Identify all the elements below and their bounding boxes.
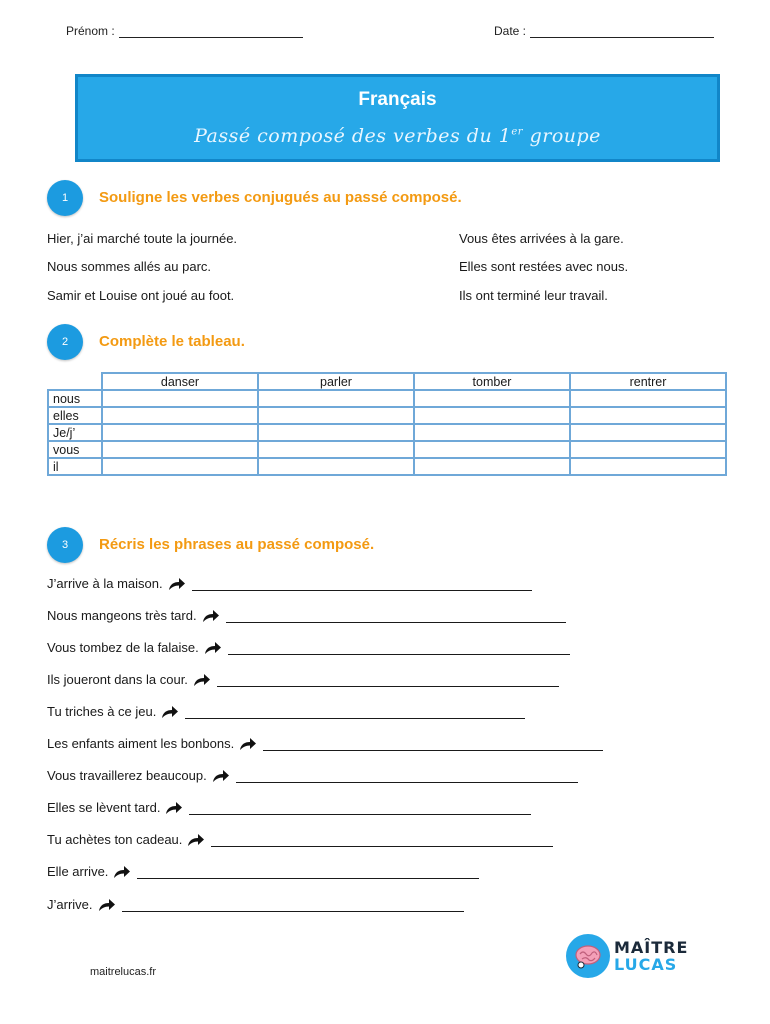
maitre-lucas-logo xyxy=(566,934,688,978)
rewrite-row xyxy=(47,640,570,655)
answer-cell[interactable] xyxy=(414,390,570,407)
table-row xyxy=(48,390,726,407)
arrow-icon xyxy=(204,641,222,655)
section-1-title: Souligne les verbes conjugués au passé composé. xyxy=(99,189,462,206)
arrow-icon xyxy=(165,801,183,815)
answer-cell[interactable] xyxy=(258,407,414,424)
prenom-input-line[interactable] xyxy=(119,25,303,38)
brain-icon xyxy=(566,934,610,978)
answer-cell[interactable] xyxy=(102,458,258,475)
answer-cell[interactable] xyxy=(414,407,570,424)
prenom-label: Prénom : xyxy=(66,24,115,38)
answer-line[interactable] xyxy=(122,901,464,912)
sentence-left-1: Hier, j’ai marché toute la journée. xyxy=(47,231,238,246)
arrow-icon xyxy=(193,673,211,687)
rewrite-row xyxy=(47,768,578,783)
table-row xyxy=(48,424,726,441)
rewrite-sentence: Les enfants aiment les bonbons. xyxy=(47,736,235,751)
answer-cell[interactable] xyxy=(414,441,570,458)
verb-header: rentrer xyxy=(570,373,726,390)
logo-text xyxy=(614,939,688,973)
conjugation-table xyxy=(47,372,727,476)
answer-cell[interactable] xyxy=(258,424,414,441)
answer-cell[interactable] xyxy=(102,407,258,424)
rewrite-sentence: Ils joueront dans la cour. xyxy=(47,672,188,687)
arrow-icon xyxy=(113,865,131,879)
answer-line[interactable] xyxy=(137,868,479,879)
answer-cell[interactable] xyxy=(102,390,258,407)
rewrite-row xyxy=(47,736,603,751)
pronoun-cell: Je/j’ xyxy=(48,424,102,441)
answer-cell[interactable] xyxy=(258,458,414,475)
answer-cell[interactable] xyxy=(258,441,414,458)
title-banner xyxy=(75,74,720,162)
rewrite-row xyxy=(47,800,531,815)
section-3-title: Récris les phrases au passé composé. xyxy=(99,536,375,553)
answer-cell[interactable] xyxy=(570,407,726,424)
rewrite-sentence: J’arrive à la maison. xyxy=(47,576,163,591)
answer-line[interactable] xyxy=(211,836,553,847)
rewrite-row xyxy=(47,864,479,879)
answer-line[interactable] xyxy=(228,644,570,655)
verb-header: danser xyxy=(102,373,258,390)
answer-line[interactable] xyxy=(192,580,532,591)
answer-cell[interactable] xyxy=(570,441,726,458)
date-label: Date : xyxy=(494,24,527,38)
date-field xyxy=(494,24,714,38)
rewrite-sentence: Vous tombez de la falaise. xyxy=(47,640,199,655)
subject-title: Français xyxy=(358,89,437,110)
answer-line[interactable] xyxy=(226,612,566,623)
verb-header: parler xyxy=(258,373,414,390)
sentence-right-3: Ils ont terminé leur travail. xyxy=(459,288,608,303)
prenom-field xyxy=(66,24,303,38)
answer-cell[interactable] xyxy=(102,441,258,458)
answer-cell[interactable] xyxy=(258,390,414,407)
answer-cell[interactable] xyxy=(570,424,726,441)
table-header-row xyxy=(48,373,726,390)
logo-line-2: LUCAS xyxy=(614,955,678,974)
pronoun-cell: il xyxy=(48,458,102,475)
section-1-number: 1 xyxy=(47,180,83,216)
rewrite-sentence: J’arrive. xyxy=(47,897,93,912)
rewrite-sentence: Elle arrive. xyxy=(47,864,109,879)
rewrite-row xyxy=(47,897,464,912)
sentence-left-2: Nous sommes allés au parc. xyxy=(47,259,212,274)
arrow-icon xyxy=(161,705,179,719)
rewrite-sentence: Vous travaillerez beaucoup. xyxy=(47,768,207,783)
arrow-icon xyxy=(202,609,220,623)
subtitle-text: Passé composé des verbes du 1 xyxy=(194,125,512,147)
sentence-right-2: Elles sont restées avec nous. xyxy=(459,259,629,274)
logo-line-1: MAÎTRE xyxy=(614,938,689,957)
arrow-icon xyxy=(187,833,205,847)
rewrite-row xyxy=(47,832,553,847)
sentence-left-3: Samir et Louise ont joué au foot. xyxy=(47,288,235,303)
answer-cell[interactable] xyxy=(414,424,570,441)
date-input-line[interactable] xyxy=(530,25,714,38)
pronoun-cell: nous xyxy=(48,390,102,407)
subtitle-text-end: groupe xyxy=(523,125,601,147)
table-row xyxy=(48,458,726,475)
footer-url: maitrelucas.fr xyxy=(90,966,157,978)
section-2-title: Complète le tableau. xyxy=(99,333,245,350)
rewrite-sentence: Tu triches à ce jeu. xyxy=(47,704,157,719)
arrow-icon xyxy=(98,898,116,912)
section-2-number: 2 xyxy=(47,324,83,360)
lesson-subtitle xyxy=(78,125,717,147)
answer-cell[interactable] xyxy=(414,458,570,475)
table-row xyxy=(48,441,726,458)
arrow-icon xyxy=(168,577,186,591)
arrow-icon xyxy=(212,769,230,783)
arrow-icon xyxy=(239,737,257,751)
answer-cell[interactable] xyxy=(102,424,258,441)
answer-line[interactable] xyxy=(189,804,531,815)
pronoun-cell: elles xyxy=(48,407,102,424)
rewrite-sentence: Elles se lèvent tard. xyxy=(47,800,161,815)
section-3-number: 3 xyxy=(47,527,83,563)
table-row xyxy=(48,407,726,424)
verb-header: tomber xyxy=(414,373,570,390)
answer-cell[interactable] xyxy=(570,458,726,475)
table-corner xyxy=(48,373,102,390)
rewrite-row xyxy=(47,576,532,591)
rewrite-row xyxy=(47,704,525,719)
rewrite-row xyxy=(47,608,566,623)
pronoun-cell: vous xyxy=(48,441,102,458)
answer-line[interactable] xyxy=(236,772,578,783)
rewrite-sentence: Nous mangeons très tard. xyxy=(47,608,197,623)
answer-line[interactable] xyxy=(263,740,603,751)
answer-line[interactable] xyxy=(185,708,525,719)
answer-line[interactable] xyxy=(217,676,559,687)
answer-cell[interactable] xyxy=(570,390,726,407)
subtitle-sup: er xyxy=(511,126,524,138)
rewrite-row xyxy=(47,672,559,687)
rewrite-sentence: Tu achètes ton cadeau. xyxy=(47,832,183,847)
sentence-right-1: Vous êtes arrivées à la gare. xyxy=(459,231,624,246)
